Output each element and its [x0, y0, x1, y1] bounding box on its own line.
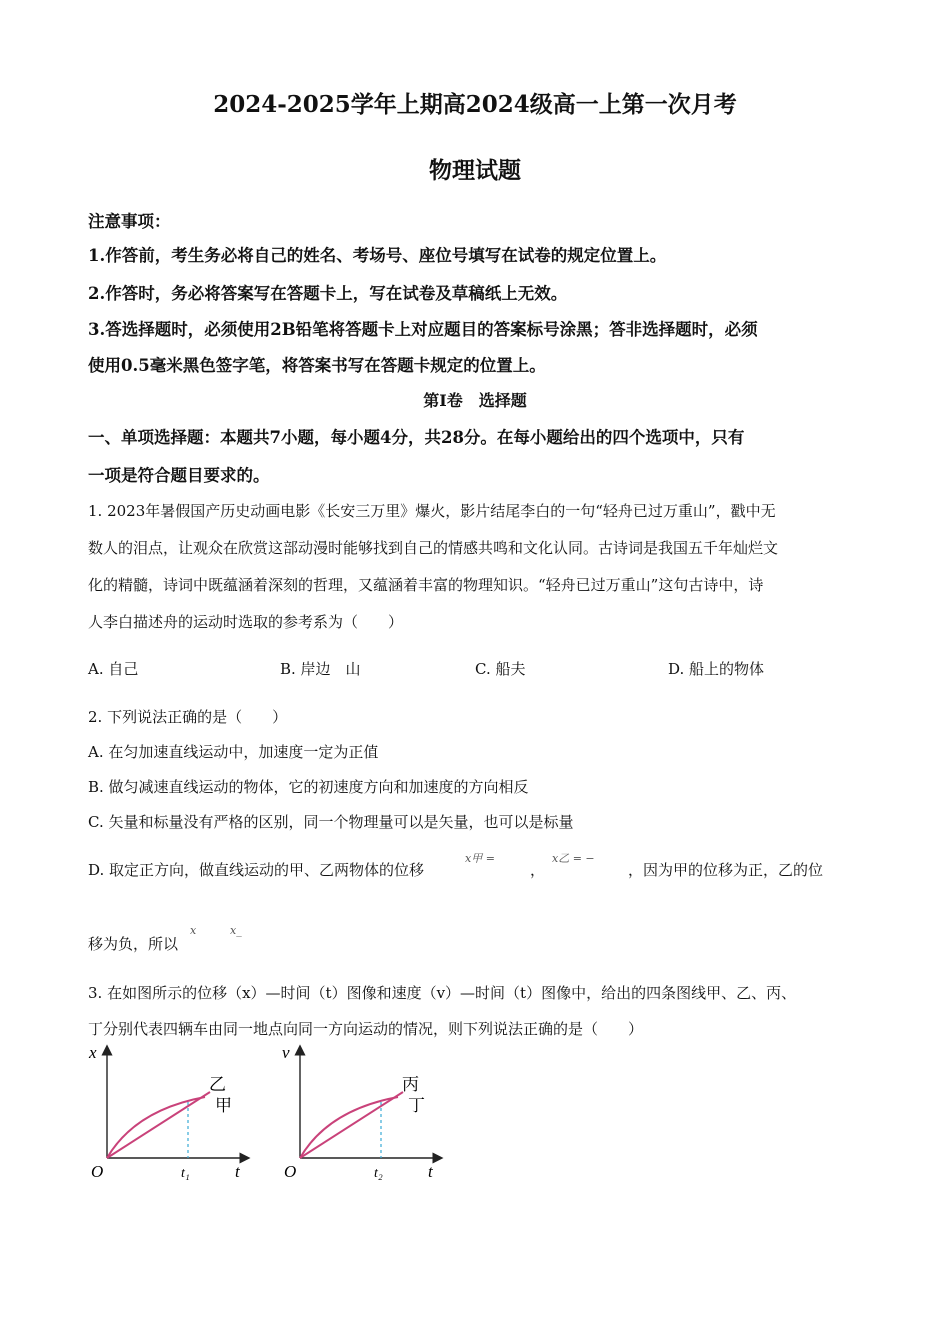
notice-heading: 注意事项：	[88, 212, 171, 231]
q1-stem-line-3: 化的精髓，诗词中既蕴涵着深刻的哲理，又蕴涵着丰富的物理知识。“轻舟已过万重山”这句古诗中，诗	[88, 576, 764, 594]
q3-stem-line-1: 3. 在如图所示的位移（x）—时间（t）图像和速度（v）—时间（t）图像中，给出的四条图线甲、乙、丙、	[88, 984, 797, 1002]
notice-item-2: 2.作答时，务必将答案写在答题卡上，写在试卷及草稿纸上无效。	[88, 284, 568, 303]
x-axis-label: t	[428, 1162, 433, 1181]
q2-formula-2: x乙 = −	[552, 852, 595, 865]
curve-label-bing: 丙	[402, 1075, 419, 1095]
q2-option-d-line-2: 移为负，所以	[88, 935, 179, 953]
curve-label-ding: 丁	[408, 1096, 425, 1116]
q1-option-d: D. 船上的物体	[668, 660, 765, 678]
q1-stem-line-2: 数人的泪点，让观众在欣赏这部动漫时能够找到自己的情感共鸣和文化认同。古诗词是我国五千年灿烂文	[88, 539, 779, 557]
q2-formula-3: x	[190, 924, 197, 937]
figure-v-t-graph	[278, 1040, 453, 1185]
q3-stem-line-2: 丁分别代表四辆车由同一地点向同一方向运动的情况，则下列说法正确的是（ ）	[88, 1020, 644, 1038]
q1-option-a: A. 自己	[88, 660, 139, 678]
q2-formula-1: x甲 =	[465, 852, 495, 865]
q2-comma: ，	[530, 861, 546, 879]
q2-option-a: A. 在匀加速直线运动中，加速度一定为正值	[88, 743, 379, 761]
q1-stem-line-1: 1. 2023年暑假国产历史动画电影《长安三万里》爆火，影片结尾李白的一句“轻舟已过万重山”，戳中无	[88, 502, 776, 520]
y-axis-label: x	[89, 1043, 97, 1062]
exam-subject: 物理试题	[429, 157, 521, 184]
line-yi	[107, 1092, 210, 1158]
q1-option-c: C. 船夫	[475, 660, 526, 678]
notice-item-1: 1.作答前，考生务必将自己的姓名、考场号、座位号填写在试卷的规定位置上。	[88, 246, 667, 265]
q2-option-c: C. 矢量和标量没有严格的区别，同一个物理量可以是矢量，也可以是标量	[88, 813, 574, 831]
origin-label: O	[284, 1162, 297, 1181]
q2-option-d-cont: ，因为甲的位移为正，乙的位	[628, 861, 824, 879]
curve-label-jia: 甲	[215, 1096, 232, 1116]
q2-stem: 2. 下列说法正确的是（ ）	[88, 708, 288, 726]
tick-label: t₁	[181, 1166, 190, 1181]
notice-item-3-cont: 使用0.5毫米黑色签字笔，将答案书写在答题卡规定的位置上。	[88, 356, 546, 375]
figure-x-t-graph	[85, 1040, 260, 1185]
section-instructions-cont: 一项是符合题目要求的。	[88, 466, 270, 485]
origin-label: O	[91, 1162, 104, 1181]
x-axis-label: t	[235, 1162, 240, 1181]
q1-option-b: B. 岸边 山	[280, 660, 361, 678]
line-bing	[300, 1092, 403, 1158]
section-instructions: 一、单项选择题：本题共7小题，每小题4分，共28分。在每小题给出的四个选项中，只有	[88, 428, 745, 447]
q1-stem-line-4: 人李白描述舟的运动时选取的参考系为（ ）	[88, 613, 404, 631]
q2-option-d: D. 取定正方向，做直线运动的甲、乙两物体的位移	[88, 861, 425, 879]
curve-label-yi: 乙	[209, 1075, 226, 1095]
y-axis-label: v	[282, 1043, 290, 1062]
part-title: 第Ⅰ卷 选择题	[423, 391, 527, 410]
q2-formula-4: x_	[230, 924, 242, 937]
notice-item-3: 3.答选择题时，必须使用2B铅笔将答题卡上对应题目的答案标号涂黑；答非选择题时，必须	[88, 320, 758, 339]
tick-label: t₂	[374, 1166, 383, 1181]
q2-option-b: B. 做匀减速直线运动的物体，它的初速度方向和加速度的方向相反	[88, 778, 529, 796]
exam-title: 2024-2025学年上期高2024级高一上第一次月考	[213, 91, 737, 118]
